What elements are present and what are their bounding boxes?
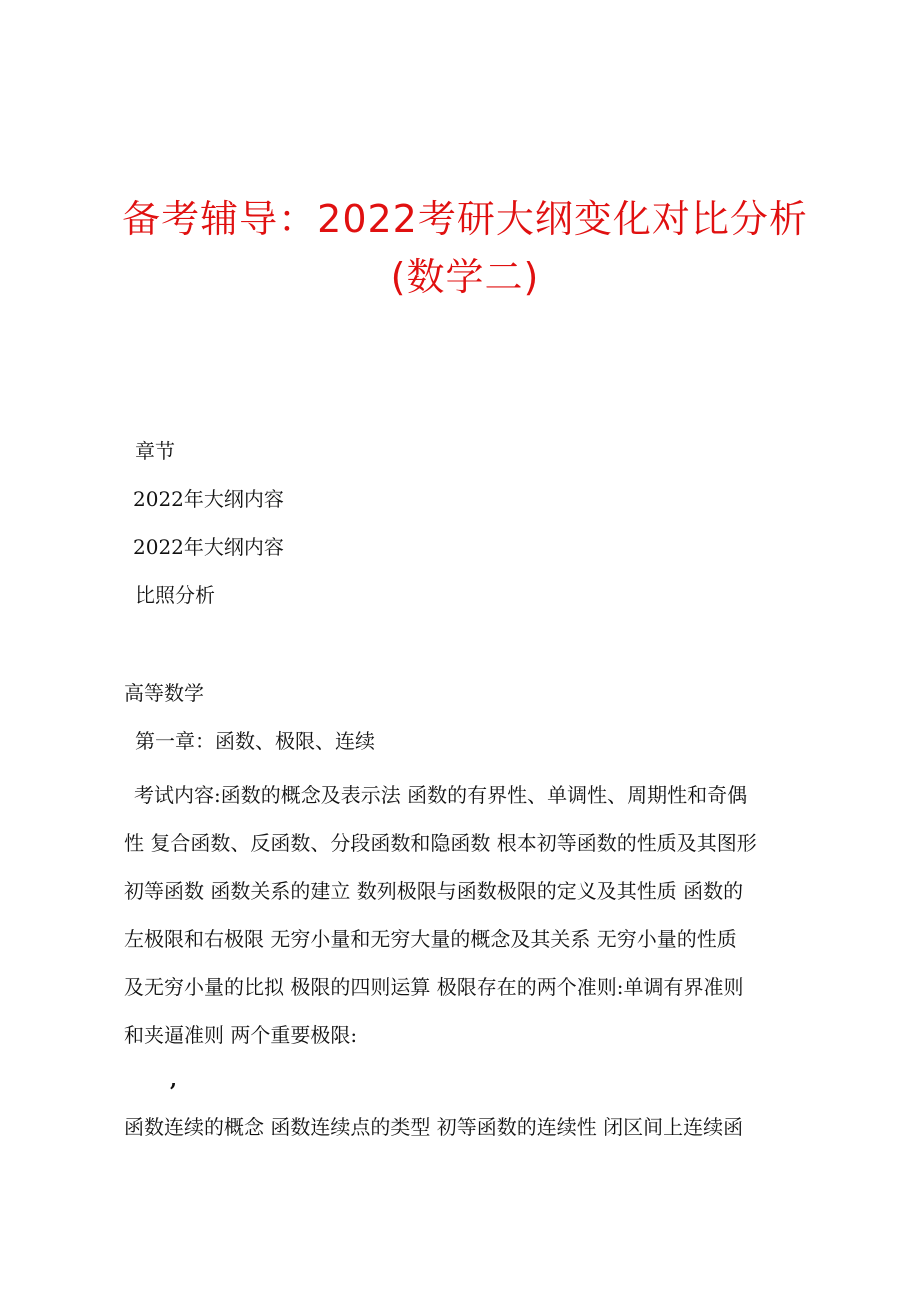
exam-content-line: 及无穷小量的比拟 极限的四则运算 极限存在的两个准则:单调有界准则	[124, 975, 744, 999]
header-cell-outline-b: 2022年大纲内容	[133, 535, 284, 559]
exam-content-line: 左极限和右极限 无穷小量和无穷大量的概念及其关系 无穷小量的性质	[124, 927, 737, 951]
section-heading: 高等数学	[124, 681, 204, 705]
continuity-line: 函数连续的概念 函数连续点的类型 初等函数的连续性 闭区间上连续函	[124, 1115, 744, 1139]
header-cell-chapter: 章节	[135, 439, 175, 463]
exam-content-line: 和夹逼准则 两个重要极限:	[124, 1023, 358, 1047]
header-cell-outline-a: 2022年大纲内容	[133, 487, 284, 511]
exam-content-paragraph	[124, 771, 814, 1059]
header-cell-analysis: 比照分析	[135, 583, 215, 607]
exam-content-line: 性 复合函数、反函数、分段函数和隐函数 根本初等函数的性质及其图形	[124, 831, 757, 855]
document-title: 备考辅导：2022考研大纲变化对比分析(数学二)	[122, 197, 808, 299]
exam-content-line: 初等函数 函数关系的建立 数列极限与函数极限的定义及其性质 函数的	[124, 879, 744, 903]
chapter-heading: 第一章：函数、极限、连续	[135, 729, 375, 753]
formula-placeholder-comma: ,	[170, 1067, 177, 1091]
exam-content-line: 考试内容:函数的概念及表示法 函数的有界性、单调性、周期性和奇偶	[134, 783, 748, 807]
